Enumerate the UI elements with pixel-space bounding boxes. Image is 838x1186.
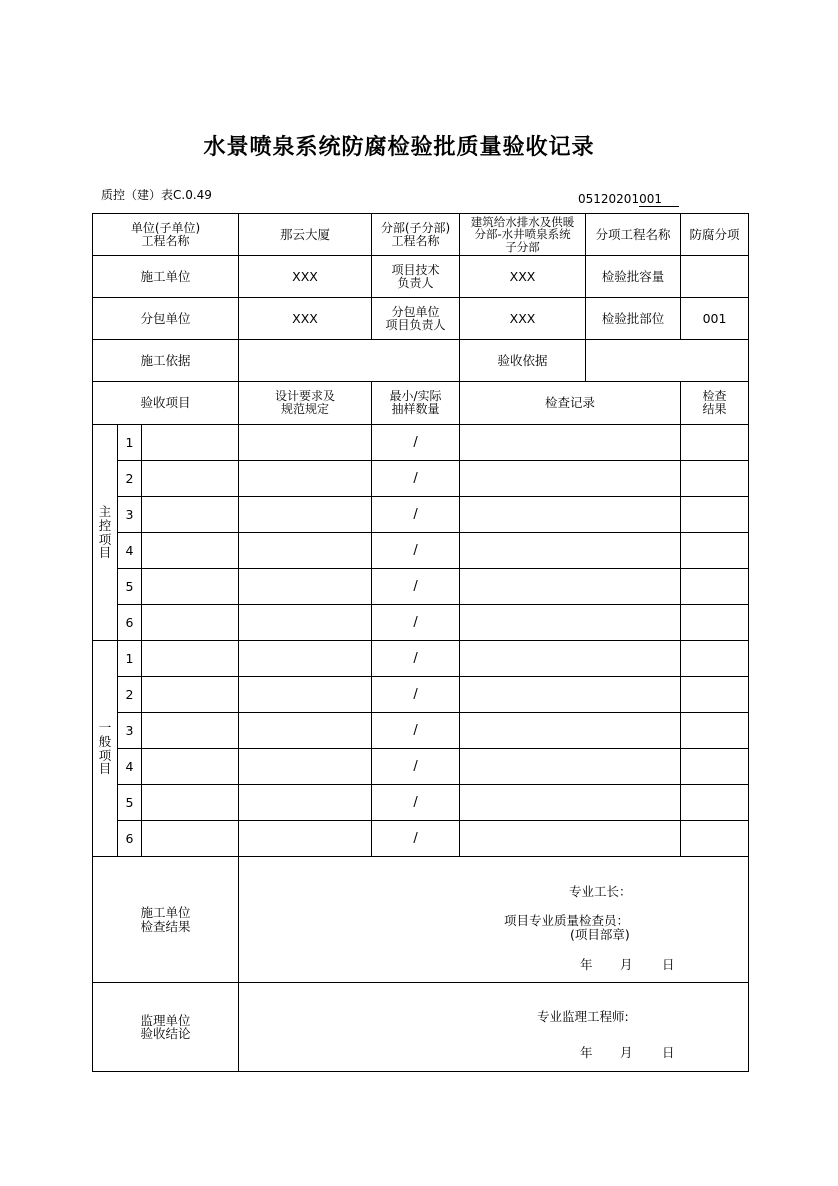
item-cell[interactable]: [142, 785, 239, 821]
design-cell[interactable]: [239, 569, 372, 605]
main-group-label: [93, 425, 118, 641]
subcontractor-label: 分包单位: [93, 298, 239, 340]
design-cell[interactable]: [239, 497, 372, 533]
col-result-header: 检查 结果: [681, 382, 749, 425]
item-cell[interactable]: [142, 713, 239, 749]
item-cell[interactable]: [142, 569, 239, 605]
supervisor-day-label: 日: [662, 1045, 675, 1060]
record-cell[interactable]: [460, 713, 681, 749]
contractor-check-row: [93, 857, 749, 983]
sample-cell[interactable]: /: [372, 569, 460, 605]
item-cell[interactable]: [142, 749, 239, 785]
supervisor-month-label: 月: [620, 1045, 633, 1060]
design-cell[interactable]: [239, 425, 372, 461]
row-number: 4: [118, 533, 142, 569]
result-cell[interactable]: [681, 569, 749, 605]
sample-cell[interactable]: /: [372, 821, 460, 857]
row-number: 6: [118, 821, 142, 857]
item-cell[interactable]: [142, 461, 239, 497]
division-label: 分部(子分部) 工程名称: [372, 214, 460, 256]
row-number: 3: [118, 713, 142, 749]
record-cell[interactable]: [460, 497, 681, 533]
basis-label: 施工依据: [93, 340, 239, 382]
capacity-value[interactable]: [681, 256, 749, 298]
record-cell[interactable]: [460, 569, 681, 605]
record-cell[interactable]: [460, 425, 681, 461]
header-row-subcontractor: [93, 298, 749, 340]
result-cell[interactable]: [681, 641, 749, 677]
sample-cell[interactable]: /: [372, 713, 460, 749]
contractor-label: 施工单位: [93, 256, 239, 298]
sub-lead-value[interactable]: XXX: [460, 298, 586, 340]
item-cell[interactable]: [142, 821, 239, 857]
result-cell[interactable]: [681, 425, 749, 461]
month-label: 月: [620, 957, 633, 972]
form-code: 质控（建）表C.0.49: [101, 188, 212, 202]
record-cell[interactable]: [460, 461, 681, 497]
item-cell[interactable]: [142, 425, 239, 461]
batch-location-value[interactable]: 001: [681, 298, 749, 340]
design-cell[interactable]: [239, 749, 372, 785]
design-cell[interactable]: [239, 605, 372, 641]
row-number: 5: [118, 569, 142, 605]
result-cell[interactable]: [681, 713, 749, 749]
sub-lead-label: 分包单位 项目负责人: [372, 298, 460, 340]
inspection-form-table: [92, 213, 749, 1072]
tech-lead-value[interactable]: XXX: [460, 256, 586, 298]
record-cell[interactable]: [460, 749, 681, 785]
record-cell[interactable]: [460, 677, 681, 713]
unit-name-value[interactable]: 那云大厦: [239, 214, 372, 256]
col-sample-header: 最小/实际 抽样数量: [372, 382, 460, 425]
row-number: 3: [118, 497, 142, 533]
item-cell[interactable]: [142, 677, 239, 713]
supervisor-engineer-label: 专业监理工程师:: [537, 1009, 629, 1024]
main-row: [93, 605, 749, 641]
sample-cell[interactable]: /: [372, 497, 460, 533]
design-cell[interactable]: [239, 713, 372, 749]
row-number: 6: [118, 605, 142, 641]
sample-cell[interactable]: /: [372, 425, 460, 461]
sample-cell[interactable]: /: [372, 785, 460, 821]
general-row: [93, 641, 749, 677]
result-cell[interactable]: [681, 533, 749, 569]
general-group-label: [93, 641, 118, 857]
record-cell[interactable]: [460, 785, 681, 821]
seal-label: (项目部章): [570, 927, 630, 942]
year-label: 年: [580, 957, 593, 972]
main-row: [93, 497, 749, 533]
division-value[interactable]: 建筑给水排水及供暖 分部-水井喷泉系统 子分部: [460, 214, 586, 256]
contractor-value[interactable]: XXX: [239, 256, 372, 298]
col-item-header: 验收项目: [93, 382, 239, 425]
result-cell[interactable]: [681, 605, 749, 641]
row-number: 1: [118, 641, 142, 677]
record-cell[interactable]: [460, 821, 681, 857]
acceptance-basis-label: 验收依据: [460, 340, 586, 382]
result-cell[interactable]: [681, 821, 749, 857]
document-number: [578, 192, 679, 207]
header-row-basis: [93, 340, 749, 382]
supervisor-check-signature-area[interactable]: [239, 983, 749, 1072]
item-cell[interactable]: [142, 533, 239, 569]
foreman-label: 专业工长：: [569, 884, 632, 899]
col-design-header: 设计要求及 规范规定: [239, 382, 372, 425]
general-row: [93, 821, 749, 857]
acceptance-basis-value[interactable]: [586, 340, 749, 382]
sample-cell[interactable]: /: [372, 677, 460, 713]
row-number: 1: [118, 425, 142, 461]
general-row: [93, 677, 749, 713]
basis-value[interactable]: [239, 340, 460, 382]
contractor-check-signature-area[interactable]: [239, 857, 749, 983]
col-record-header: 检查记录: [460, 382, 681, 425]
main-row: [93, 533, 749, 569]
result-cell[interactable]: [681, 497, 749, 533]
result-cell[interactable]: [681, 677, 749, 713]
main-row: [93, 425, 749, 461]
batch-location-label: 检验批部位: [586, 298, 681, 340]
sample-cell[interactable]: /: [372, 533, 460, 569]
inspector-label: 项目专业质量检查员：: [504, 913, 630, 928]
record-cell[interactable]: [460, 533, 681, 569]
row-number: 2: [118, 461, 142, 497]
item-cell[interactable]: [142, 641, 239, 677]
design-cell[interactable]: [239, 785, 372, 821]
item-cell[interactable]: [142, 497, 239, 533]
batch-number: 001: [639, 192, 679, 207]
result-cell[interactable]: [681, 461, 749, 497]
row-number: 2: [118, 677, 142, 713]
doc-code: 05120201: [578, 192, 640, 206]
contractor-check-label: 施工单位 检查结果: [93, 857, 239, 983]
general-group-text: 一般项目: [98, 720, 112, 777]
result-cell[interactable]: [681, 785, 749, 821]
general-row: [93, 713, 749, 749]
design-cell[interactable]: [239, 533, 372, 569]
header-row-contractor: [93, 256, 749, 298]
result-cell[interactable]: [681, 749, 749, 785]
capacity-label: 检验批容量: [586, 256, 681, 298]
design-cell[interactable]: [239, 461, 372, 497]
day-label: 日: [662, 957, 675, 972]
page-title: 水景喷泉系统防腐检验批质量验收记录: [203, 134, 595, 160]
record-cell[interactable]: [460, 641, 681, 677]
main-group-text: 主控项目: [98, 504, 112, 561]
header-row-project: [93, 214, 749, 256]
general-row: [93, 785, 749, 821]
subcontractor-value[interactable]: XXX: [239, 298, 372, 340]
main-row: [93, 461, 749, 497]
supervisor-check-label: 监理单位 验收结论: [93, 983, 239, 1072]
column-header-row: [93, 382, 749, 425]
unit-name-label: 单位(子单位) 工程名称: [93, 214, 239, 256]
design-cell[interactable]: [239, 677, 372, 713]
supervisor-check-row: [93, 983, 749, 1072]
row-number: 4: [118, 749, 142, 785]
item-cell[interactable]: [142, 605, 239, 641]
general-row: [93, 749, 749, 785]
main-row: [93, 569, 749, 605]
design-cell[interactable]: [239, 821, 372, 857]
sample-cell[interactable]: /: [372, 605, 460, 641]
sample-cell[interactable]: /: [372, 641, 460, 677]
record-cell[interactable]: [460, 605, 681, 641]
tech-lead-label: 项目技术 负责人: [372, 256, 460, 298]
supervisor-year-label: 年: [580, 1045, 593, 1060]
sample-cell[interactable]: /: [372, 461, 460, 497]
subitem-label: 分项工程名称: [586, 214, 681, 256]
design-cell[interactable]: [239, 641, 372, 677]
sample-cell[interactable]: /: [372, 749, 460, 785]
row-number: 5: [118, 785, 142, 821]
subitem-value[interactable]: 防腐分项: [681, 214, 749, 256]
